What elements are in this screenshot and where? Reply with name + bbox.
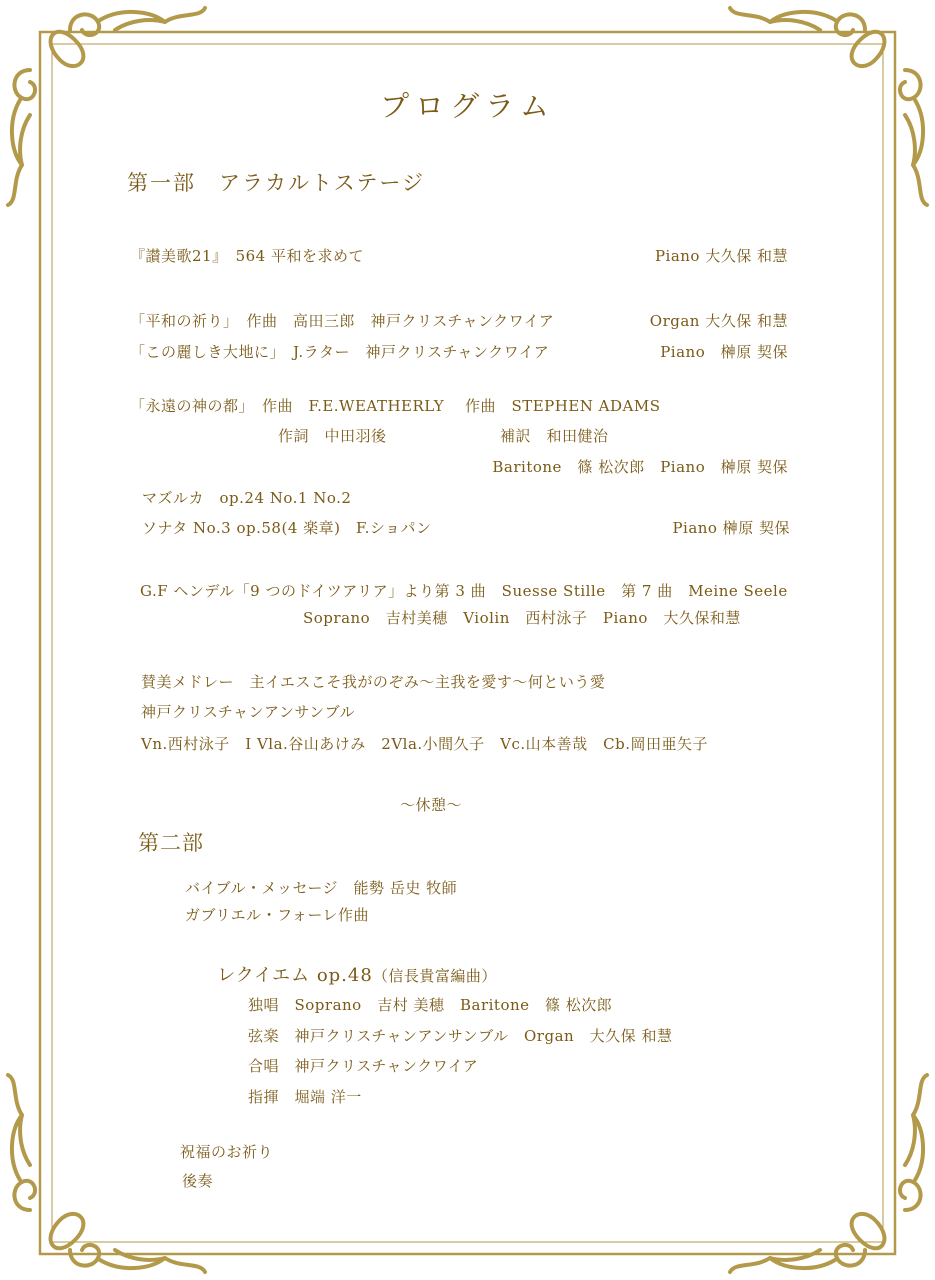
item4-performers: Baritone 篠 松次郎 Piano 榊原 契保 (492, 458, 788, 476)
part2-heading: 第二部 (138, 831, 204, 855)
item2-performer: Organ 大久保 和慧 (649, 312, 788, 330)
item6-title: G.F ヘンデル「9 つのドイツアリア」より第 3 曲 Suesse Stille 第 7 曲 Meine Seele (140, 582, 788, 600)
bible-message: バイブル・メッセージ 能勢 岳史 牧師 (185, 879, 458, 897)
strings: 弦楽 神戸クリスチャンアンサンブル Organ 大久保 和慧 (248, 1027, 673, 1045)
postlude: 後奏 (182, 1172, 214, 1190)
item1-title: 『讃美歌21』 564 平和を求めて (130, 247, 364, 265)
item7-members: Vn.西村泳子 I Vla.谷山あけみ 2Vla.小間久子 Vc.山本善哉 Cb.岡田亜矢子 (141, 735, 709, 753)
blessing-prayer: 祝福のお祈り (180, 1143, 274, 1161)
item5-sonata: ソナタ No.3 op.58(4 楽章) F.ショパン (142, 519, 432, 537)
item3-title: 「この麗しき大地に」 J.ラター 神戸クリスチャンクワイア (130, 343, 550, 361)
item5-mazurka: マズルカ op.24 No.1 No.2 (142, 489, 352, 507)
item1-performer: Piano 大久保 和慧 (654, 247, 788, 265)
item7-ensemble: 神戸クリスチャンアンサンブル (141, 703, 356, 721)
item4-lyricist: 作詞 中田羽後 (278, 427, 387, 445)
requiem-title: レクイエム op.48 (217, 965, 373, 986)
item6-performers: Soprano 吉村美穂 Violin 西村泳子 Piano 大久保和慧 (303, 609, 741, 627)
soloists: 独唱 Soprano 吉村 美穂 Baritone 篠 松次郎 (248, 996, 613, 1014)
item2-title: 「平和の祈り」 作曲 高田三郎 神戸クリスチャンクワイア (130, 312, 555, 330)
intermission: ～休憩～ (400, 796, 463, 814)
page-title: プログラム (380, 89, 555, 123)
item4-translator: 補訳 和田健治 (500, 427, 609, 445)
composer-line: ガブリエル・フォーレ作曲 (185, 906, 370, 924)
choir: 合唱 神戸クリスチャンクワイア (248, 1057, 479, 1075)
conductor: 指揮 堀端 洋一 (248, 1088, 362, 1106)
item5-performer: Piano 榊原 契保 (672, 519, 790, 537)
item3-performer: Piano 榊原 契保 (660, 343, 788, 361)
item7-title: 賛美メドレー 主イエスこそ我がのぞみ～主我を愛す～何という愛 (141, 673, 606, 691)
item4-title: 「永遠の神の都」 作曲 F.E.WEATHERLY 作曲 STEPHEN ADAMS (130, 397, 661, 415)
part1-heading: 第一部 アラカルトステージ (127, 171, 425, 195)
requiem-arranger: （信長貴富編曲） (372, 967, 497, 985)
